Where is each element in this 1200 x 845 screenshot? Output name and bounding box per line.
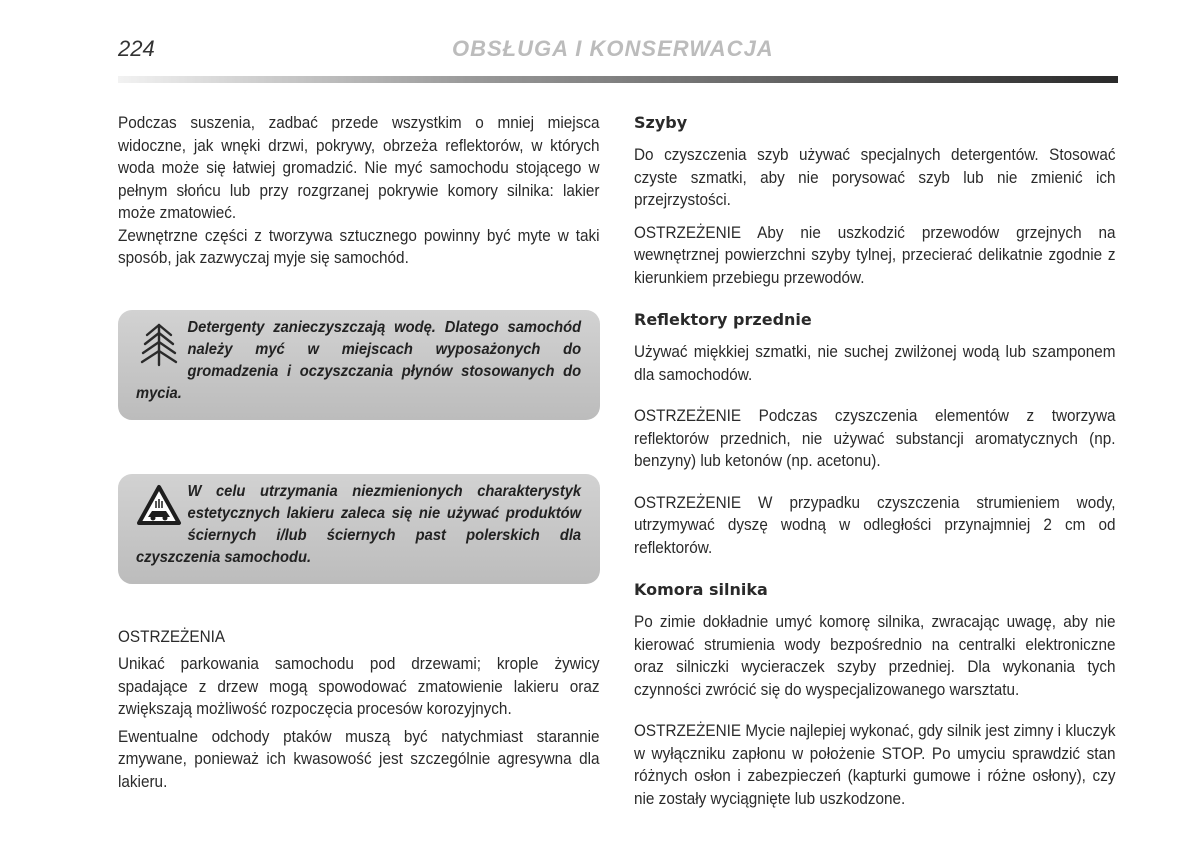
drying-paragraph: Podczas suszenia, zadbać przede wszystkim o mniej miejsca widoczne, jak wnęki drzwi, pokrywy, obrzeża reflektorów, w których woda może się łatwiej gromadzić. Nie myć samochodu stojącego w pełnym słońcu lub przy rozgrzanej pokrywie komory silnika: lakier może zmatowieć. — [118, 113, 600, 222]
engine-heading: Komora silnika — [634, 580, 768, 599]
windows-paragraph: Do czyszczenia szyb używać specjalnych detergentów. Stosować czyste szmatki, aby nie porysować szyb lub nie zmienić ich przejrzystości. — [634, 145, 1116, 209]
engine-warning-paragraph: OSTRZEŻENIE Mycie najlepiej wykonać, gdy silnik jest zimny i kluczyk w wyłączniku zapłonu w położenie STOP. Po umyciu sprawdzić stan różnych osłon i zabezpieczeń (kapturki gumowe i różne osłony), czy nie zostały wyciągnięte lub uszkodzone. — [634, 721, 1116, 808]
warnings-section — [118, 626, 600, 793]
headlights-warning-paragraph-1: OSTRZEŻENIE Podczas czyszczenia elementów z tworzywa reflektorów przednich, nie używać substancji aromatycznych (np. benzyny) lub ketonów (np. acetonu). — [634, 406, 1116, 470]
running-header: OBSŁUGA I KONSERWACJA — [452, 36, 774, 61]
left-column — [118, 112, 600, 270]
plastic-parts-paragraph: Zewnętrzne części z tworzywa sztucznego powinny być myte w taki sposób, jak zazwyczaj myje się samochód. — [118, 225, 600, 267]
header-rule — [118, 76, 1118, 83]
right-column — [634, 112, 1116, 810]
page-number: 224 — [118, 36, 155, 61]
bird-droppings-paragraph: Ewentualne odchody ptaków muszą być natychmiast starannie zmywane, ponieważ ich kwasowość jest szczególnie agresywna dla lakieru. — [118, 726, 600, 791]
environment-note-text: Detergenty zanieczyszczają wodę. Dlatego samochód należy myć w miejscach wyposażonych do gromadzenia i oczyszczania płynów stosowanych do mycia. — [136, 319, 582, 402]
windows-heading: Szyby — [634, 113, 688, 132]
engine-paragraph: Po zimie dokładnie umyć komorę silnika, zwracając uwagę, aby nie kierować strumienia wody bezpośrednio na centralki elektroniczne oraz silniczki wycieraczek szyby przedniej. Dla wykonania tych czynności zwrócić się do wyspecjalizowanego warsztatu. — [634, 612, 1116, 699]
headlights-warning-paragraph-2: OSTRZEŻENIE W przypadku czyszczenia strumieniem wody, utrzymywać dyszę wodną w odległości przynajmniej 2 cm od reflektorów. — [634, 492, 1116, 557]
trees-warning-paragraph: Unikać parkowania samochodu pod drzewami; krople żywicy spadające z drzew mogą spowodować zmatowienie lakieru oraz zwiększają możliwość rozpoczęcia procesów korozyjnych. — [118, 654, 600, 718]
environment-note-box — [118, 310, 600, 420]
paint-warning-box — [118, 474, 600, 584]
windows-warning-paragraph: OSTRZEŻENIE Aby nie uszkodzić przewodów grzejnych na wewnętrznej powierzchni szyby tylnej, przecierać delikatnie zgodnie z kierunkiem przebiegu przewodów. — [634, 222, 1116, 287]
paint-warning-text: W celu utrzymania niezmienionych charakterystyk estetycznych lakieru zaleca się nie używać produktów ściernych i/lub ściernych past polerskich dla czyszczenia samochodu. — [136, 483, 582, 566]
warnings-label: OSTRZEŻENIA — [118, 627, 226, 646]
headlights-heading: Reflektory przednie — [634, 310, 812, 329]
headlights-paragraph: Używać miękkiej szmatki, nie suchej zwilżonej wodą lub szamponem dla samochodów. — [634, 342, 1116, 384]
